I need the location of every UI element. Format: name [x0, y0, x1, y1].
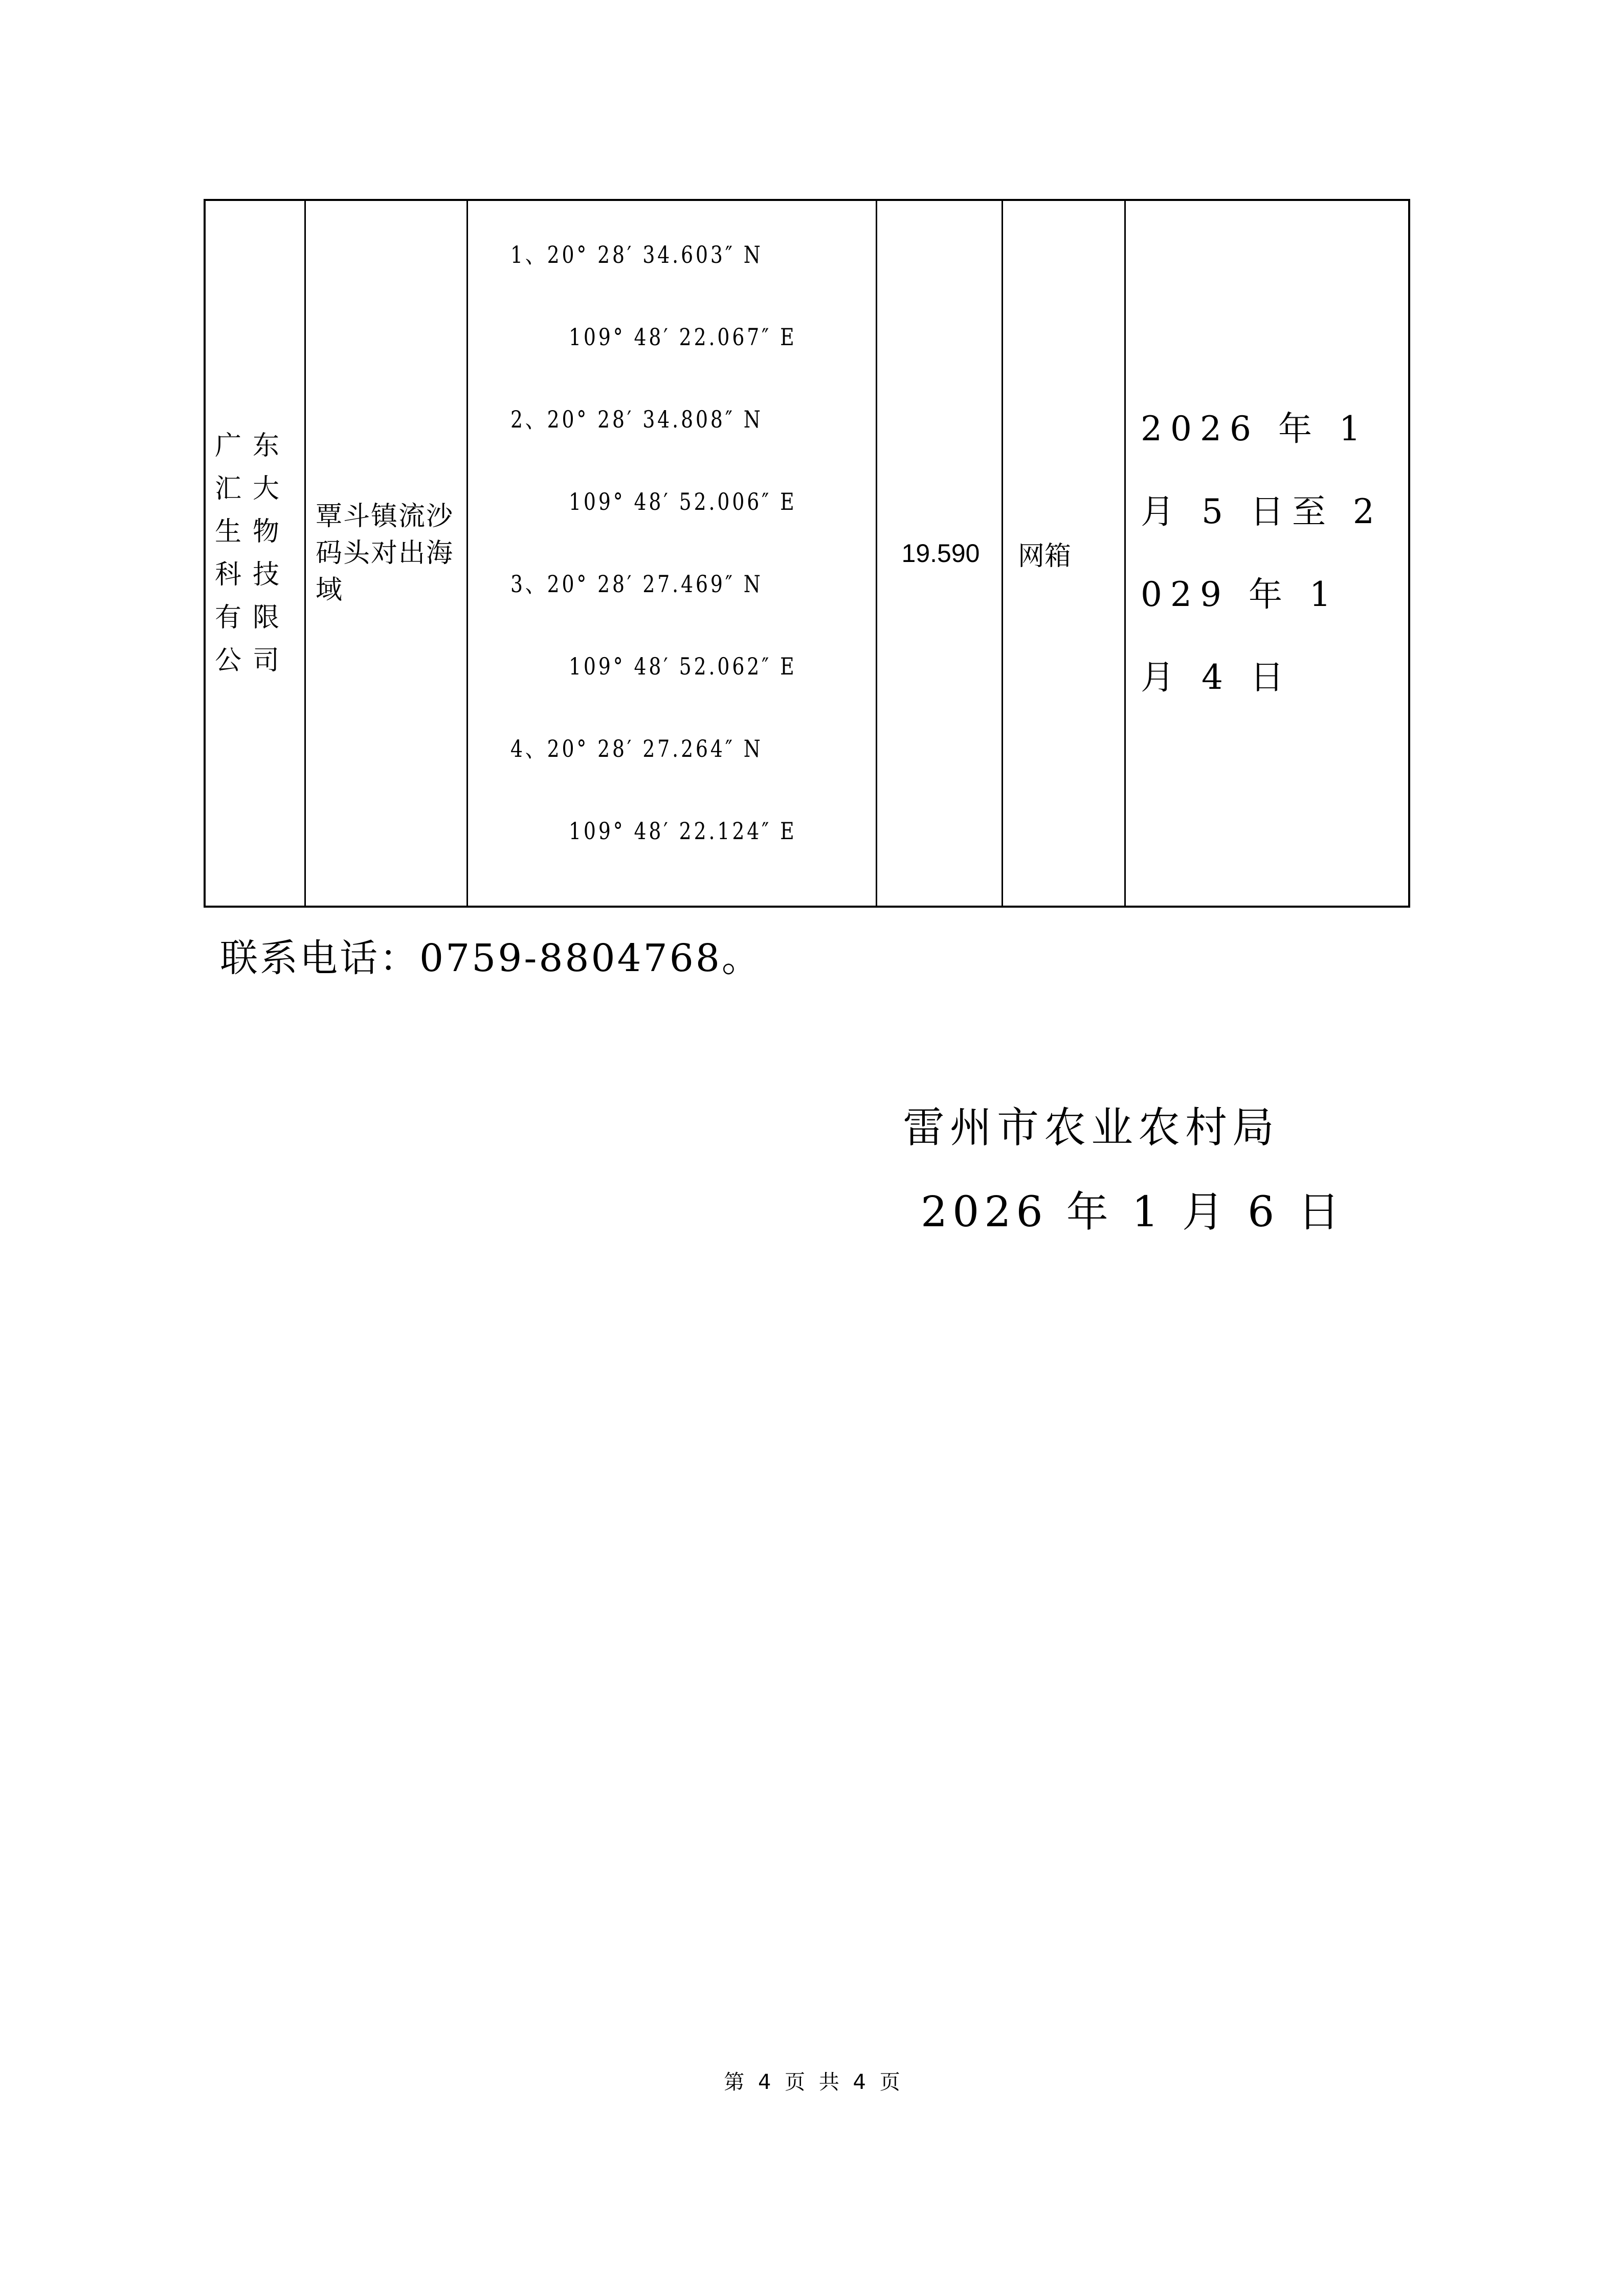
validity-period: 2026 年 1 月 5 日至 2029 年 1 月 4 日	[1141, 409, 1383, 697]
method-cell	[1004, 201, 1126, 906]
coordinate-1-lat: 1、20° 28′ 34.603″ N	[510, 241, 763, 268]
company-name: 广东汇大生物科技有限公司	[215, 431, 291, 676]
coordinate-4-lon: 109° 48′ 22.124″ E	[569, 817, 797, 845]
coordinate-3-lon: 109° 48′ 52.062″ E	[569, 652, 797, 680]
coordinates-cell	[469, 201, 878, 906]
page-footer: 第 4 页 共 4 页	[724, 2070, 900, 2094]
area-cell	[878, 201, 1004, 906]
location-cell	[306, 201, 469, 906]
contact-phone: 联系电话：0759-8804768。	[220, 936, 762, 980]
coordinate-2-lat: 2、20° 28′ 34.808″ N	[510, 406, 763, 433]
coordinate-3-lat: 3、20° 28′ 27.469″ N	[510, 570, 763, 598]
issue-date: 2026 年 1 月 6 日	[921, 1188, 1345, 1236]
issuing-organization: 雷州市农业农村局	[903, 1104, 1280, 1152]
company-cell	[206, 201, 306, 906]
farming-method: 网箱	[1018, 541, 1072, 572]
coordinate-2-lon: 109° 48′ 52.006″ E	[569, 488, 797, 515]
coordinate-1-lon: 109° 48′ 22.067″ E	[569, 323, 797, 351]
area-value: 19.590	[901, 539, 980, 568]
aquaculture-table	[204, 199, 1410, 908]
period-cell	[1126, 201, 1410, 906]
coordinate-4-lat: 4、20° 28′ 27.264″ N	[510, 735, 763, 762]
sea-area-location: 覃斗镇流沙码头对出海域	[316, 501, 454, 605]
